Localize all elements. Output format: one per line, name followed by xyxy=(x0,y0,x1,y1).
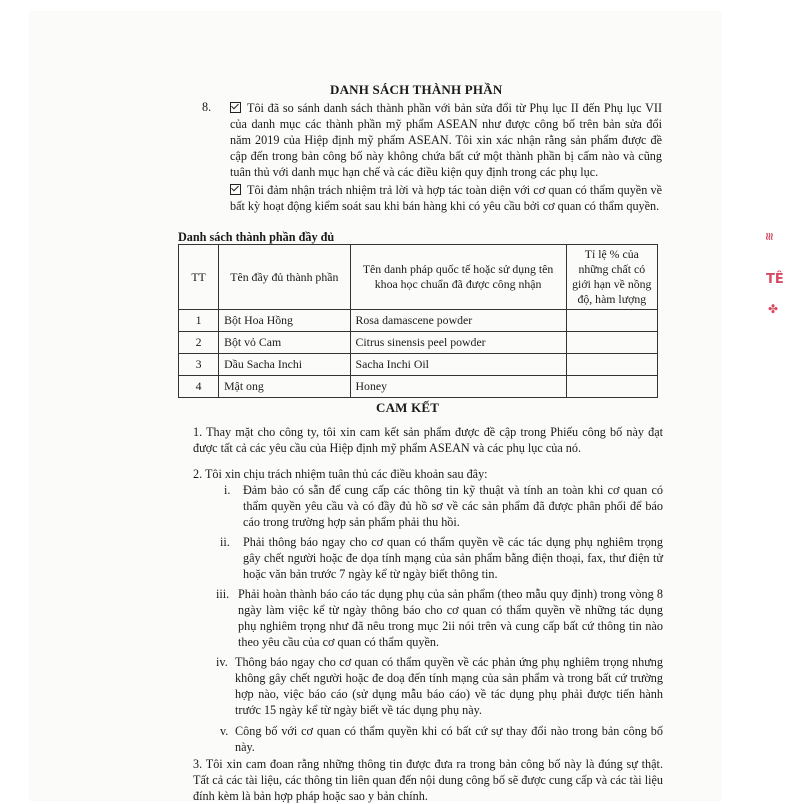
stamp-text: TÊ xyxy=(766,272,784,287)
cell-name: Mật ong xyxy=(219,376,350,398)
cell-inci: Honey xyxy=(350,376,566,398)
section-number: 8. xyxy=(202,100,212,114)
document-page xyxy=(30,12,720,803)
ingredients-table xyxy=(178,244,658,398)
cell-tt: 3 xyxy=(179,354,219,376)
checkbox-checked-icon xyxy=(230,184,241,195)
sub-item-label: iv. xyxy=(216,655,228,669)
cell-inci: Rosa damascene powder xyxy=(350,310,566,332)
sub-item-iv: Thông báo ngay cho cơ quan có thẩm quyền về các phản ứng phụ nghiêm trọng nhưng không gây chết người hoặc đe doạ đến tính mạng của sản phẩm và trong bất cứ trường hợp nào, việc báo cáo (sử dụng mẫu báo cáo) về tác dụng phụ phải được tiến hành trước 15 ngày kể từ ngày biết về tác dụng phụ này. xyxy=(235,655,663,717)
header-full-name: Tên đầy đủ thành phần xyxy=(219,245,350,310)
cell-percent xyxy=(566,332,657,354)
header-percent: Tỉ lệ % của những chất có giới hạn về nồng độ, hàm lượng xyxy=(566,245,657,310)
cell-tt: 4 xyxy=(179,376,219,398)
cell-inci: Sacha Inchi Oil xyxy=(350,354,566,376)
table-row xyxy=(179,376,658,398)
sub-item-v: Công bố với cơ quan có thẩm quyền khi có bất cứ sự thay đổi nào trong bản công bố này. xyxy=(235,724,663,754)
checkbox-checked-icon xyxy=(230,102,241,113)
cell-percent xyxy=(566,310,657,332)
commitment-item-1: 1. Thay mặt cho công ty, tôi xin cam kết sản phẩm được đề cập trong Phiếu công bố này đạt được tất cả các yêu cầu của Hiệp định mỹ phẩm ASEAN và các phụ lục của nó. xyxy=(193,425,663,455)
sub-item-label: i. xyxy=(224,483,231,497)
sub-item-label: iii. xyxy=(216,587,230,601)
cell-tt: 1 xyxy=(179,310,219,332)
cell-name: Bột vỏ Cam xyxy=(219,332,350,354)
sub-item-label: v. xyxy=(220,724,229,738)
cell-percent xyxy=(566,354,657,376)
sub-item-i: Đảm bảo có sẵn để cung cấp các thông tin kỹ thuật và tính an toàn khi cơ quan có thẩm quyền yêu cầu và có đầy đủ hồ sơ về các sản phẩm đã được phân phối để báo cáo trong trường hợp sản phẩm phải thu hồi. xyxy=(243,483,663,529)
stamp-seal-icon: ✤ xyxy=(768,302,779,316)
cell-tt: 2 xyxy=(179,332,219,354)
section8-paragraph-2: Tôi đảm nhận trách nhiệm trả lời và hợp tác toàn diện với cơ quan có thẩm quyền về bất kỳ hoạt động kiểm soát sau khi bán hàng khi có yêu cầu bởi cơ quan có thẩm quyền. xyxy=(230,183,662,213)
section8-paragraph-1: Tôi đã so sánh danh sách thành phần với bản sửa đổi từ Phụ lục II đến Phụ lục VII của danh mục các thành phần mỹ phẩm ASEAN như được công bố trên bản sửa đổi năm 2019 của Hiệp định mỹ phẩm ASEAN. Tôi xin xác nhận rằng sản phẩm được đề cập đến trong bản công bố này không chứa bất cứ một thành phần bị cấm nào và cũng tuân thủ với danh mục hạn chế và các điều kiện quy định trong các phụ lục. xyxy=(230,101,662,179)
sub-item-ii: Phải thông báo ngay cho cơ quan có thẩm quyền về các tác dụng phụ nghiêm trọng gây chết người hoặc đe dọa tính mạng của sản phẩm bằng điện thoại, fax, thư điện tử hoặc văn bản trước 7 ngày kể từ ngày biết thông tin. xyxy=(243,535,663,581)
sub-item-iii: Phải hoàn thành báo cáo tác dụng phụ của sản phẩm (theo mẫu quy định) trong vòng 8 ngày làm việc kể từ ngày thông báo cho cơ quan có thẩm quyền về những tác dụng phụ nghiêm trọng như đã nêu trong mục 2ii nói trên và cung cấp bất cứ thông tin nào theo yêu cầu của cơ quan có thẩm quyền. xyxy=(238,587,663,649)
table-row xyxy=(179,310,658,332)
commitment-title: CAM KẾT xyxy=(376,400,440,415)
commitment-item-2: 2. Tôi xin chịu trách nhiệm tuân thủ các điều khoản sau đây: xyxy=(193,467,488,481)
sub-item-label: ii. xyxy=(220,535,230,549)
header-tt: TT xyxy=(179,245,219,310)
cell-percent xyxy=(566,376,657,398)
page-title: DANH SÁCH THÀNH PHẦN xyxy=(330,82,503,97)
table-caption: Danh sách thành phần đầy đủ xyxy=(178,230,335,244)
table-header-row xyxy=(179,245,658,310)
cell-inci: Citrus sinensis peel powder xyxy=(350,332,566,354)
header-inci: Tên danh pháp quốc tế hoặc sử dụng tên khoa học chuẩn đã được công nhận xyxy=(350,245,566,310)
cell-name: Dầu Sacha Inchi xyxy=(219,354,350,376)
commitment-item-3: 3. Tôi xin cam đoan rằng những thông tin được đưa ra trong bản công bố này là đúng sự thật. Tất cả các tài liệu, các thông tin liên quan đến nội dung công bố sẽ được cung cấp và các tài liệu đính kèm là bản hợp pháp hoặc sao y bản chính. xyxy=(193,757,663,803)
cell-name: Bột Hoa Hồng xyxy=(219,310,350,332)
table-row xyxy=(179,354,658,376)
stamp-mark-icon: ≋ xyxy=(763,231,777,242)
table-row xyxy=(179,332,658,354)
